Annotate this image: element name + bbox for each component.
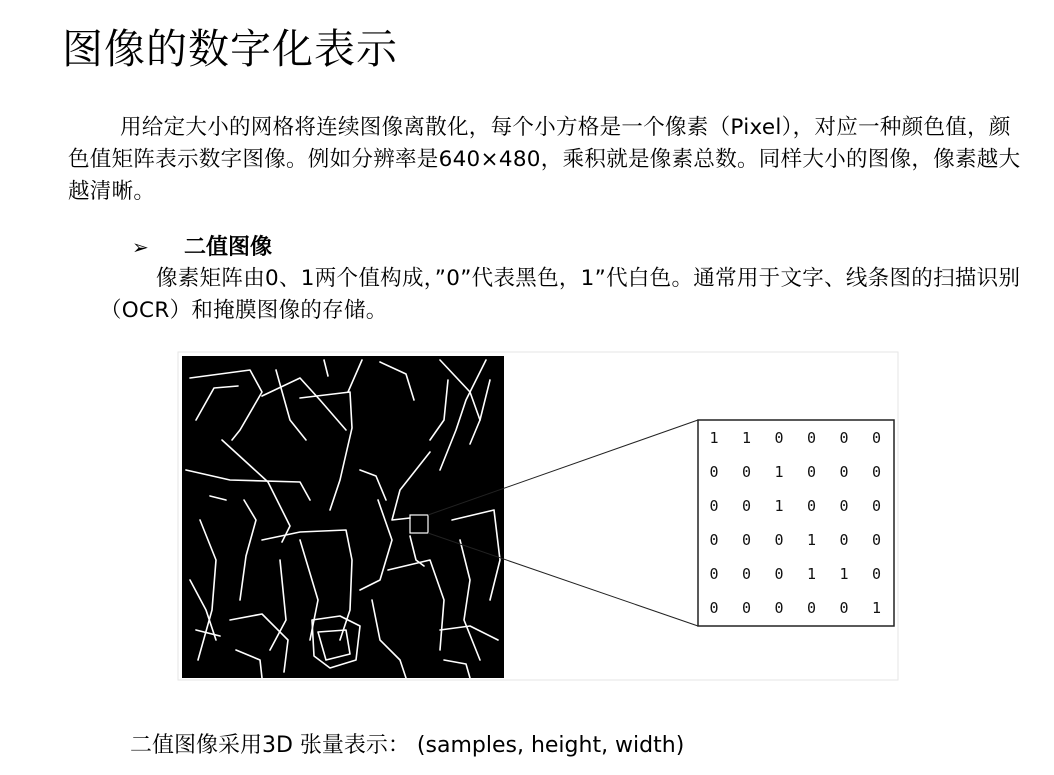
arrow-bullet-icon: ➢ <box>132 235 149 259</box>
matrix-cell: 0 <box>709 565 719 583</box>
matrix-cell: 1 <box>806 531 817 549</box>
matrix-cell: 0 <box>839 497 849 515</box>
matrix-cell: 0 <box>806 429 817 447</box>
matrix-cell: 0 <box>871 463 882 481</box>
page-title: 图像的数字化表示 <box>62 25 398 73</box>
matrix-cell: 1 <box>839 565 849 583</box>
matrix-cell: 0 <box>741 599 752 617</box>
matrix-cell: 0 <box>839 599 849 617</box>
matrix-cell: 1 <box>774 463 784 481</box>
tensor-note: 二值图像采用3D 张量表示： (samples, height, width) <box>130 733 685 758</box>
matrix-cell: 0 <box>709 463 719 481</box>
bullet-paragraph-text: 像素矩阵由0、1两个值构成，”0”代表黑色，1”代白色。通常用于文字、线条图的扫描识别（OCR）和掩膜图像的存储。 <box>100 266 1021 323</box>
matrix-cell: 0 <box>774 599 784 617</box>
matrix-cell: 0 <box>709 497 719 515</box>
matrix-cell: 0 <box>839 531 849 549</box>
matrix-cell: 1 <box>806 565 817 583</box>
matrix-cell: 0 <box>871 429 882 447</box>
matrix-cell: 0 <box>839 429 849 447</box>
binary-matrix-box <box>698 420 894 626</box>
matrix-cell: 0 <box>741 497 752 515</box>
matrix-cell: 0 <box>741 565 752 583</box>
matrix-cell: 0 <box>871 531 882 549</box>
matrix-cell: 1 <box>709 429 719 447</box>
matrix-cell: 0 <box>741 531 752 549</box>
edge-image <box>182 356 504 678</box>
matrix-cell: 0 <box>806 497 817 515</box>
matrix-cell: 0 <box>806 599 817 617</box>
matrix-cell: 0 <box>839 463 849 481</box>
bullet-heading: 二值图像 <box>184 235 273 260</box>
matrix-cell: 0 <box>774 565 784 583</box>
matrix-cell: 0 <box>741 463 752 481</box>
matrix-cell: 1 <box>871 599 882 617</box>
matrix-cell: 0 <box>709 531 719 549</box>
matrix-cell: 0 <box>871 497 882 515</box>
matrix-cell: 0 <box>774 429 784 447</box>
matrix-cell: 1 <box>741 429 752 447</box>
matrix-cell: 0 <box>806 463 817 481</box>
intro-paragraph-text: 用给定大小的网格将连续图像离散化，每个小方格是一个像素（Pixel），对应一种颜色值，颜色值矩阵表示数字图像。例如分辨率是640×480，乘积就是像素总数。同样大小的图像，像素越大越清晰。 <box>68 115 1021 204</box>
matrix-cell: 0 <box>774 531 784 549</box>
matrix-cell: 1 <box>774 497 784 515</box>
matrix-cell: 0 <box>871 565 882 583</box>
matrix-cell: 0 <box>709 599 719 617</box>
